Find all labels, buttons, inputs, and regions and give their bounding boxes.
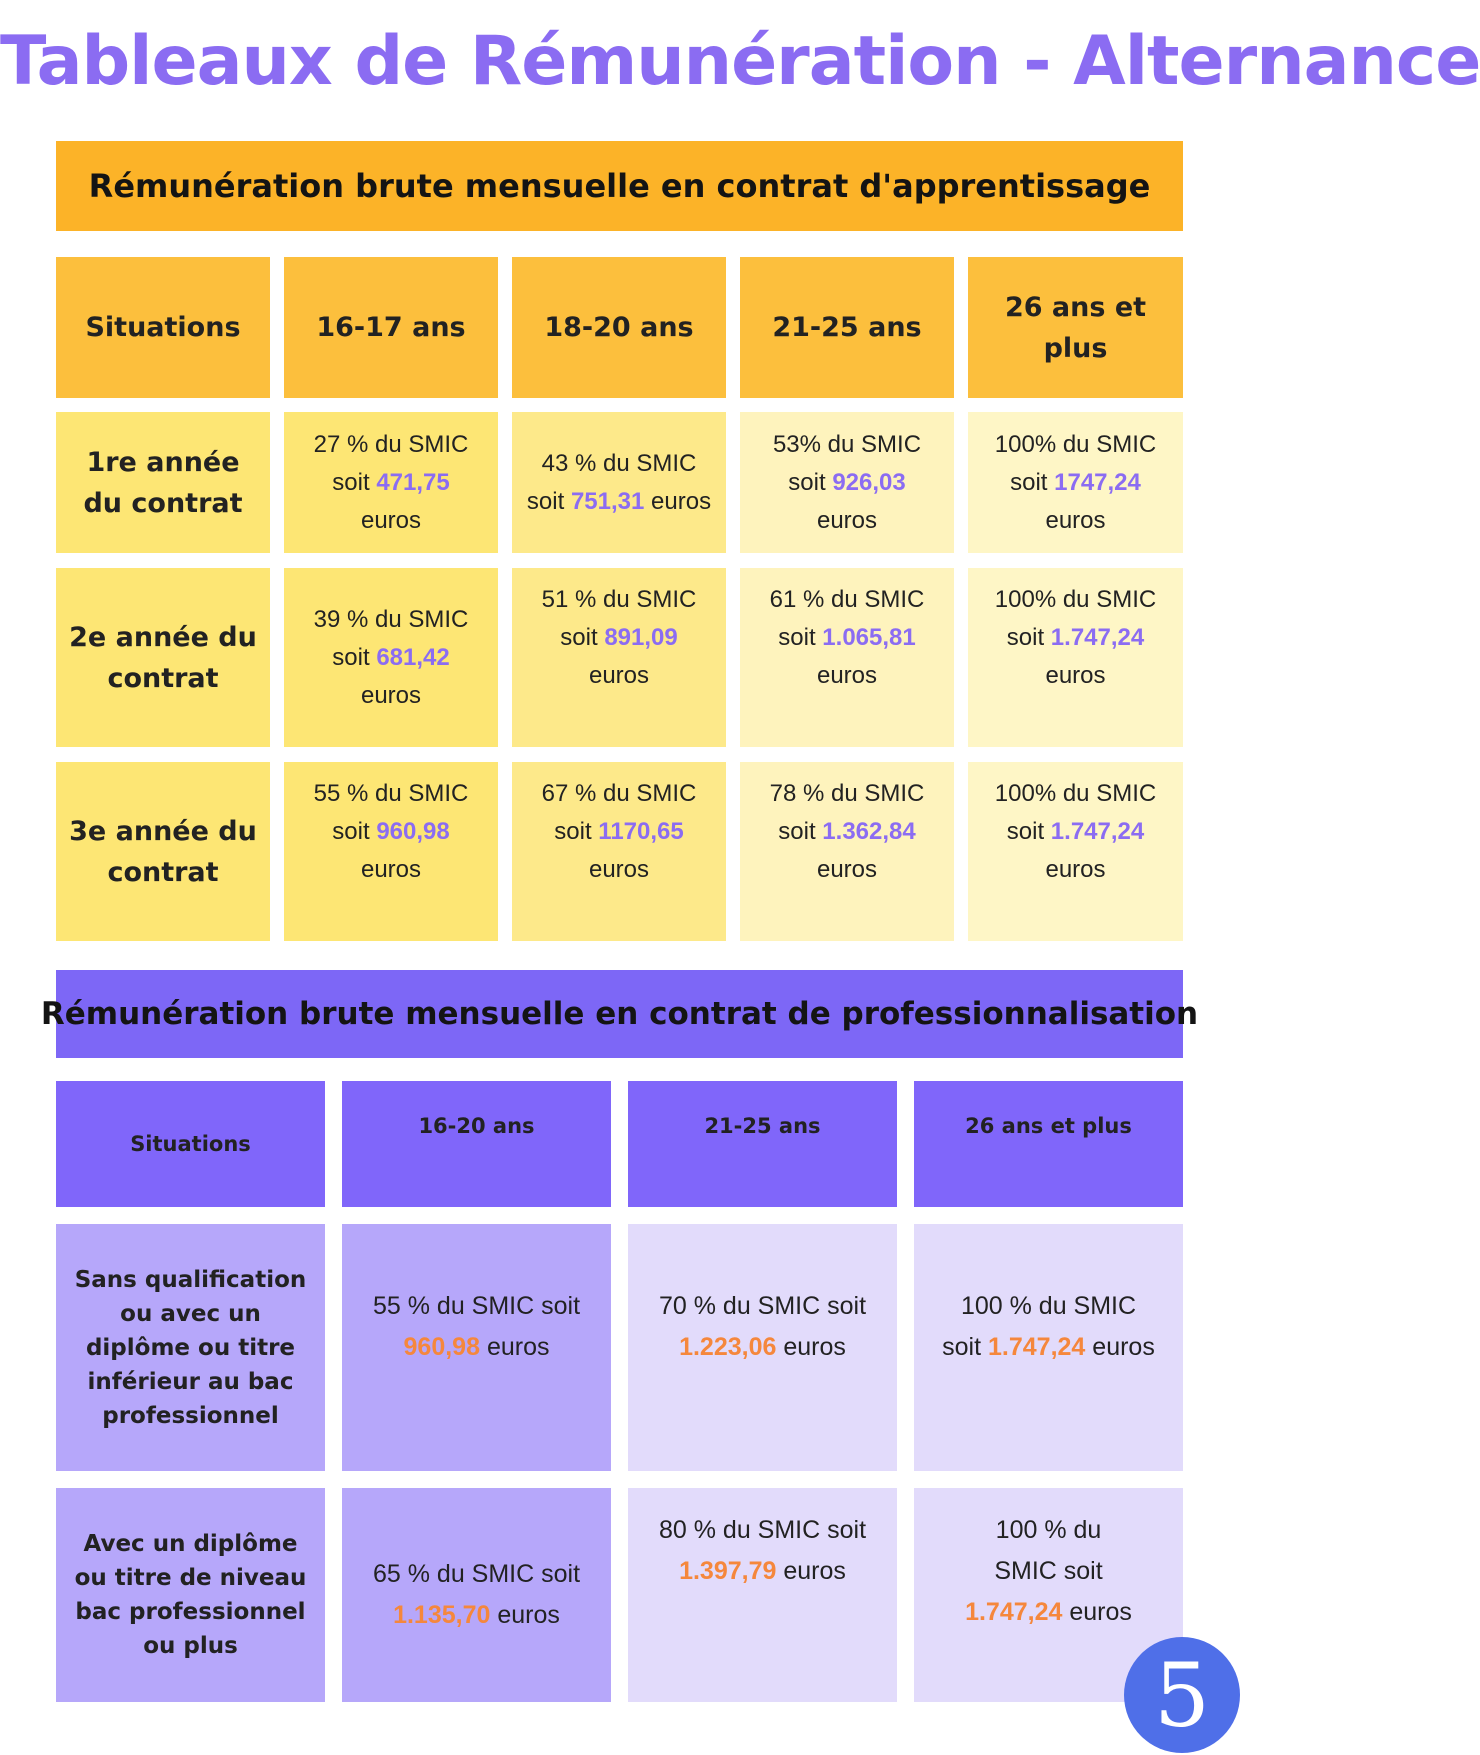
table-cell: 55 % du SMIC soit 960,98 euros: [342, 1224, 611, 1471]
table-cell: 53% du SMIC soit 926,03 euros: [740, 412, 954, 553]
header-situations: Situations: [56, 1081, 325, 1207]
table-cell: 27 % du SMIC soit 471,75 euros: [284, 412, 498, 553]
row-label-annee-2: 2e année du contrat: [56, 568, 270, 747]
row-label-annee-1: 1re année du contrat: [56, 412, 270, 553]
page-number-badge: 5: [1124, 1637, 1240, 1753]
table-cell: 55 % du SMIC soit 960,98 euros: [284, 762, 498, 941]
table-cell: 65 % du SMIC soit 1.135,70 euros: [342, 1488, 611, 1702]
table-cell: 100 % du SMIC soit 1.747,24 euros: [914, 1488, 1183, 1702]
header-age-21-25: 21-25 ans: [628, 1081, 897, 1207]
header-age-26-plus: 26 ans et plus: [968, 257, 1183, 398]
header-age-18-20: 18-20 ans: [512, 257, 726, 398]
professionnalisation-banner: Rémunération brute mensuelle en contrat de professionnalisation: [56, 970, 1183, 1058]
table-cell: 51 % du SMIC soit 891,09 euros: [512, 568, 726, 747]
table-cell: 43 % du SMIC soit 751,31 euros: [512, 412, 726, 553]
page-title: Tableaux de Rémunération - Alternance: [0, 22, 1480, 101]
table-cell: 80 % du SMIC soit 1.397,79 euros: [628, 1488, 897, 1702]
header-age-16-17: 16-17 ans: [284, 257, 498, 398]
header-age-26-plus: 26 ans et plus: [914, 1081, 1183, 1207]
table-cell: 61 % du SMIC soit 1.065,81 euros: [740, 568, 954, 747]
row-label-sans-qualification: Sans qualification ou avec un diplôme ou titre inférieur au bac professionnel: [56, 1224, 325, 1471]
table-cell: 67 % du SMIC soit 1170,65 euros: [512, 762, 726, 941]
header-age-16-20: 16-20 ans: [342, 1081, 611, 1207]
header-situations: Situations: [56, 257, 270, 398]
table-cell: 100% du SMIC soit 1.747,24 euros: [968, 568, 1183, 747]
row-label-niveau-bac-pro: Avec un diplôme ou titre de niveau bac professionnel ou plus: [56, 1488, 325, 1702]
table-cell: 39 % du SMIC soit 681,42 euros: [284, 568, 498, 747]
table-cell: 100 % du SMIC soit 1.747,24 euros: [914, 1224, 1183, 1471]
row-label-annee-3: 3e année du contrat: [56, 762, 270, 941]
header-age-21-25: 21-25 ans: [740, 257, 954, 398]
apprentissage-banner: Rémunération brute mensuelle en contrat d'apprentissage: [56, 141, 1183, 231]
table-cell: 70 % du SMIC soit 1.223,06 euros: [628, 1224, 897, 1471]
table-cell: 100% du SMIC soit 1.747,24 euros: [968, 762, 1183, 941]
table-cell: 78 % du SMIC soit 1.362,84 euros: [740, 762, 954, 941]
table-cell: 100% du SMIC soit 1747,24 euros: [968, 412, 1183, 553]
